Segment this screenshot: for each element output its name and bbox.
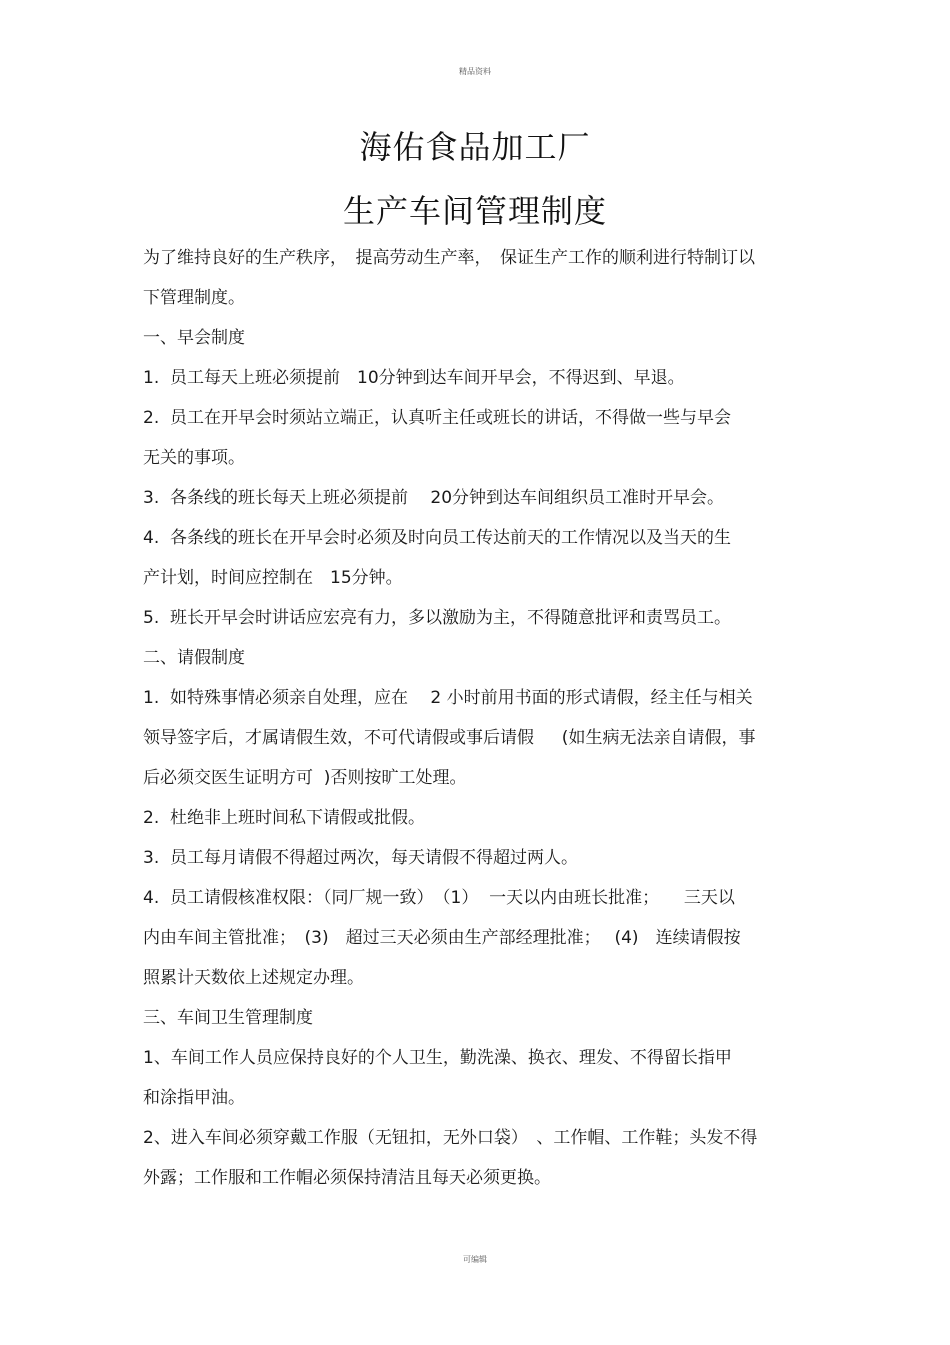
body-line: 4. 员工请假核准权限：（同厂规一致） （1） 一天以内由班长批准； 三天以 <box>143 888 735 908</box>
body-line: 5. 班长开早会时讲话应宏亮有力，多以激励为主，不得随意批评和责骂员工。 <box>143 608 732 628</box>
body-line: 3. 员工每月请假不得超过两次，每天请假不得超过两人。 <box>143 848 579 868</box>
body-line: 下管理制度。 <box>143 288 245 308</box>
body-line: 产计划，时间应控制在 15分钟。 <box>143 568 403 588</box>
document-title-policy: 生产车间管理制度 <box>342 192 607 230</box>
body-line: 和涂指甲油。 <box>143 1088 245 1108</box>
body-line: 3. 各条线的班长每天上班必须提前 20分钟到达车间组织员工准时开早会。 <box>143 488 725 508</box>
section-heading: 三、车间卫生管理制度 <box>143 1008 313 1028</box>
body-line: 无关的事项。 <box>143 448 245 468</box>
body-line: 1. 如特殊事情必须亲自处理，应在 2 小时前用书面的形式请假，经主任与相关 <box>143 688 753 708</box>
body-line: 外露；工作服和工作帽必须保持清洁且每天必须更换。 <box>143 1168 551 1188</box>
body-line: 4. 各条线的班长在开早会时必须及时向员工传达前天的工作情况以及当天的生 <box>143 528 732 548</box>
page-header-note: 精品资料 <box>459 67 491 76</box>
section-heading: 二、请假制度 <box>143 648 245 668</box>
body-line: 2. 员工在开早会时须站立端正，认真听主任或班长的讲话，不得做一些与早会 <box>143 408 732 428</box>
document-title-company: 海佑食品加工厂 <box>359 128 591 166</box>
body-line: 1. 员工每天上班必须提前 10分钟到达车间开早会，不得迟到、早退。 <box>143 368 685 388</box>
body-line: 2、进入车间必须穿戴工作服（无钮扣，无外口袋） 、工作帽、工作鞋；头发不得 <box>143 1128 758 1148</box>
body-line: 领导签字后，才属请假生效，不可代请假或事后请假 (如生病无法亲自请假，事 <box>143 728 756 748</box>
body-line: 为了维持良好的生产秩序， 提高劳动生产率， 保证生产工作的顺利进行特制订以 <box>143 248 755 268</box>
body-line: 内由车间主管批准； (3) 超过三天必须由生产部经理批准； (4) 连续请假按 <box>143 928 741 948</box>
body-line: 1、车间工作人员应保持良好的个人卫生，勤洗澡、换衣、理发、不得留长指甲 <box>143 1048 732 1068</box>
document-body <box>143 248 808 1208</box>
body-line: 2. 杜绝非上班时间私下请假或批假。 <box>143 808 426 828</box>
section-heading: 一、早会制度 <box>143 328 245 348</box>
body-line: 后必须交医生证明方可 )否则按旷工处理。 <box>143 768 467 788</box>
page-footer-note: 可编辑 <box>463 1255 487 1264</box>
body-line: 照累计天数依上述规定办理。 <box>143 968 364 988</box>
